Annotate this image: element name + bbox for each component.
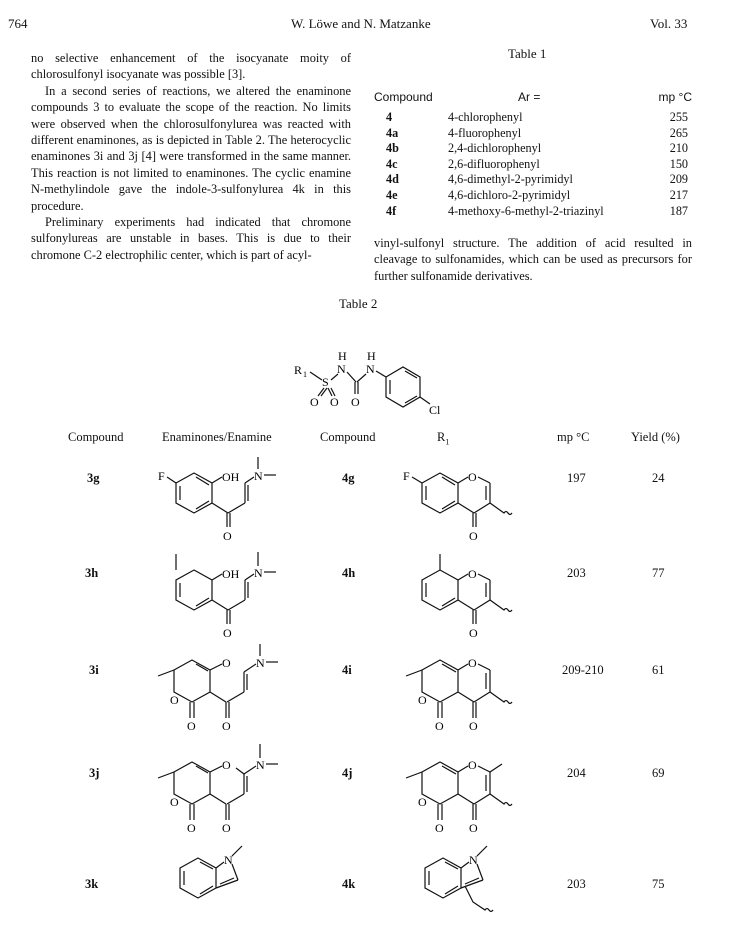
table-cell: 187 — [669, 203, 688, 218]
general-structure-diagram — [290, 344, 460, 424]
oxygen-atom: O — [223, 626, 232, 640]
compound-label: 4g — [342, 471, 355, 485]
table1-header-mp: mp °C — [658, 90, 692, 104]
r1-subscript: 1 — [445, 437, 450, 447]
r1-label: R — [437, 430, 446, 444]
table-cell: 210 — [669, 141, 688, 156]
oxygen-atom: O — [223, 529, 232, 543]
oxygen-atom: O — [222, 758, 231, 772]
table-cell: 209 — [669, 172, 688, 187]
nitrogen-atom-1: N — [337, 362, 346, 376]
running-authors: W. Löwe and N. Matzanke — [291, 16, 431, 31]
page-number: 764 — [8, 16, 28, 31]
oxygen-atom: O — [468, 470, 477, 484]
table-cell: 4-chlorophenyl — [448, 110, 523, 124]
table-row — [374, 172, 692, 188]
oxygen-atom: O — [469, 626, 478, 640]
hydroxyl-group: OH — [222, 567, 240, 581]
table-row — [374, 157, 692, 173]
table-row — [374, 141, 692, 157]
structure-3i — [150, 640, 290, 750]
chlorine-atom: Cl — [429, 403, 441, 417]
r1-atom: R — [294, 363, 303, 377]
table2-header-compound: Compound — [68, 430, 124, 444]
left-column — [31, 50, 351, 263]
table-cell: 4b — [386, 141, 399, 156]
table-cell: 4a — [386, 125, 399, 140]
ring-oxygen: O — [418, 693, 427, 707]
compound-label: 4h — [342, 566, 356, 580]
compound-label: 3k — [85, 877, 99, 891]
table-cell: 2,4-dichlorophenyl — [448, 141, 542, 156]
table-cell: 4,6-dimethyl-2-pyrimidyl — [448, 172, 573, 187]
table-row — [374, 110, 692, 126]
sulfonyl-oxygen-2: O — [330, 395, 339, 409]
oxygen-atom: O — [222, 719, 231, 733]
paragraph: vinyl-sulfonyl structure. The addition of acid resulted in cleavage to sulfonamides, which can be used as precursors for further sulfonamide derivatives. — [374, 236, 692, 283]
yield-value: 75 — [652, 877, 665, 891]
ring-oxygen: O — [170, 795, 179, 809]
table2-header-compound-2: Compound — [320, 430, 376, 444]
compound-label: 3g — [87, 471, 100, 485]
yield-value: 24 — [652, 471, 665, 485]
sulfur-atom: S — [322, 375, 329, 389]
table-cell: 255 — [669, 110, 688, 124]
table-cell: 4 — [386, 110, 393, 124]
oxygen-atom: O — [222, 821, 231, 835]
table-cell: 4,6-dichloro-2-pyrimidyl — [448, 187, 571, 202]
table-cell: 4f — [386, 203, 397, 218]
nitrogen-atom: N — [256, 758, 265, 772]
table1 — [374, 86, 692, 219]
oxygen-atom: O — [187, 821, 196, 835]
nitrogen-atom: N — [256, 656, 265, 670]
compound-label: 3i — [89, 663, 99, 677]
mp-value: 203 — [567, 877, 586, 891]
structure-4g — [400, 455, 525, 545]
oxygen-atom: O — [468, 758, 477, 772]
ring-oxygen: O — [170, 693, 179, 707]
table2-header-yield: Yield (%) — [631, 430, 680, 444]
yield-value: 77 — [652, 566, 665, 580]
table-row — [374, 188, 692, 204]
table1-header-ar: Ar = — [518, 90, 541, 104]
paragraph: no selective enhancement of the isocyanate moity of chlorosulfonyl isocyanate was possible [3]. — [31, 51, 351, 82]
mp-value: 209-210 — [562, 663, 604, 677]
oxygen-atom: O — [468, 656, 477, 670]
oxygen-atom: O — [469, 529, 478, 543]
table-cell: 4-methoxy-6-methyl-2-triazinyl — [448, 203, 604, 218]
hydroxyl-group: OH — [222, 470, 240, 484]
fluorine-atom: F — [403, 469, 410, 483]
oxygen-atom: O — [187, 719, 196, 733]
mp-value: 203 — [567, 566, 586, 580]
paragraph: In a second series of reactions, we altered the enaminone compounds 3 to evaluate the scope of the reaction. No limits were observed when the chlorosulfonylurea was reacted with different enaminones, as is depicted in Table 2. The heterocyclic enaminones 3i and 3j [4] were transformed in the same manner. This reaction is not limited to enaminones. The cyclic enamine N-methylindole gave the indole-3-sulfonylurea 4k in this procedure. — [31, 83, 351, 213]
table1-header-compound: Compound — [374, 90, 433, 104]
structure-3j — [150, 738, 290, 853]
table-cell: 2,6-difluorophenyl — [448, 156, 540, 171]
table2-title: Table 2 — [339, 296, 378, 311]
compound-label: 4i — [342, 663, 352, 677]
oxygen-atom: O — [222, 656, 231, 670]
structure-4h — [400, 540, 525, 640]
oxygen-atom: O — [435, 821, 444, 835]
hydrogen-atom-2: H — [367, 349, 376, 363]
sulfonyl-oxygen-1: O — [310, 395, 319, 409]
oxygen-atom: O — [469, 719, 478, 733]
oxygen-atom: O — [469, 821, 478, 835]
table-row — [374, 204, 692, 220]
nitrogen-atom: N — [254, 566, 263, 580]
table2-header-mp: mp °C — [557, 430, 590, 444]
structure-3g — [150, 455, 285, 545]
table-cell: 4e — [386, 187, 398, 202]
compound-label: 3j — [89, 766, 100, 780]
oxygen-atom: O — [435, 719, 444, 733]
table-cell: 217 — [669, 187, 688, 202]
yield-value: 69 — [652, 766, 665, 780]
structure-4k — [415, 838, 525, 928]
table-row — [374, 126, 692, 142]
mp-value: 197 — [567, 471, 586, 485]
volume-label: Vol. 33 — [650, 16, 688, 31]
table-cell: 4-fluorophenyl — [448, 125, 522, 140]
fluorine-atom: F — [158, 469, 165, 483]
structure-3h — [150, 540, 285, 640]
right-column — [374, 235, 692, 284]
nitrogen-atom: N — [224, 853, 233, 867]
table1-title: Table 1 — [508, 46, 547, 61]
compound-label: 4k — [342, 877, 356, 891]
yield-value: 61 — [652, 663, 665, 677]
r1-subscript: 1 — [303, 370, 307, 379]
carbonyl-oxygen: O — [351, 395, 360, 409]
mp-value: 204 — [567, 766, 586, 780]
compound-label: 4j — [342, 766, 353, 780]
table2-header-enaminones: Enaminones/Enamine — [162, 430, 272, 444]
paragraph: Preliminary experiments had indicated that chromone sulfonylureas are unstable in bases. This is due to their chromone C-2 electrophilic center, which is part of acyl- — [31, 215, 351, 262]
table2-header-r1 — [437, 430, 449, 447]
nitrogen-atom: N — [469, 853, 478, 867]
structure-4i — [402, 640, 527, 750]
nitrogen-atom: N — [254, 469, 263, 483]
table-cell: 265 — [669, 125, 688, 140]
nitrogen-atom-2: N — [366, 362, 375, 376]
structure-3k — [170, 838, 270, 908]
hydrogen-atom-1: H — [338, 349, 347, 363]
oxygen-atom: O — [468, 567, 477, 581]
table-cell: 150 — [669, 156, 688, 171]
compound-label: 3h — [85, 566, 99, 580]
table-cell: 4c — [386, 156, 398, 171]
table-cell: 4d — [386, 172, 399, 187]
ring-oxygen: O — [418, 795, 427, 809]
